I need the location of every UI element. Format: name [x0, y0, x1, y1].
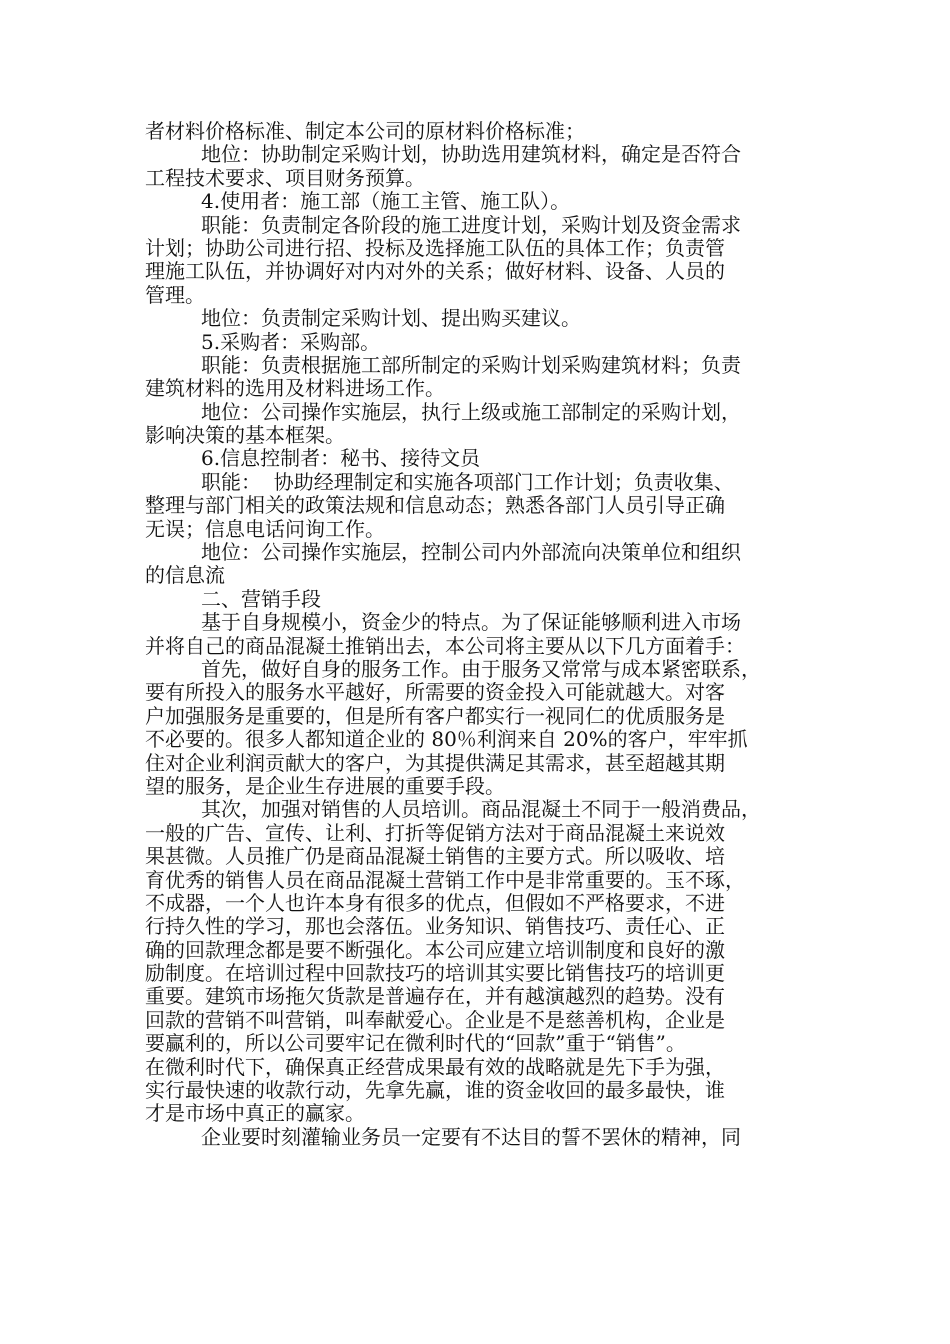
text-line: 工程技术要求、项目财务预算。 — [145, 165, 425, 190]
text-line: 6.信息控制者：秘书、接待文员 — [201, 446, 481, 471]
document-page — [145, 120, 815, 1149]
text-line: 地位：公司操作实施层，控制公司内外部流向决策单位和组织 — [201, 540, 741, 565]
text-line: 才是市场中真正的赢家。 — [145, 1101, 365, 1126]
text-line: 要有所投入的服务水平越好，所需要的资金投入可能就越大。对客 — [145, 680, 725, 705]
text-line: 不必要的。很多人都知道企业的 80％利润来自 20%的客户，牢牢抓 — [145, 727, 748, 752]
text-line: 果甚微。人员推广仍是商品混凝土销售的主要方式。所以吸收、培 — [145, 844, 725, 869]
text-line: 者材料价格标准、制定本公司的原材料价格标准； — [145, 119, 585, 143]
text-line: 职能：负责根据施工部所制定的采购计划采购建筑材料；负责 — [201, 352, 741, 377]
text-line: 职能： 协助经理制定和实施各项部门工作计划；负责收集、 — [201, 469, 734, 494]
text-line: 确的回款理念都是要不断强化。本公司应建立培训制度和良好的激 — [145, 937, 725, 962]
text-line: 不成器，一个人也许本身有很多的优点，但假如不严格要求，不进 — [145, 890, 725, 915]
text-line: 要赢利的，所以公司要牢记在微利时代的“回款”重于“销售”。 — [145, 1031, 686, 1056]
text-line: 基于自身规模小，资金少的特点。为了保证能够顺利进入市场 — [201, 610, 741, 635]
text-line: 励制度。在培训过程中回款技巧的培训其实要比销售技巧的培训更 — [145, 961, 725, 986]
text-line: 地位：公司操作实施层，执行上级或施工部制定的采购计划， — [201, 399, 741, 424]
text-line: 并将自己的商品混凝土推销出去，本公司将主要从以下几方面着手： — [145, 633, 745, 658]
text-line: 企业要时刻灌输业务员一定要有不达目的誓不罢休的精神，同 — [201, 1124, 741, 1149]
text-line: 4.使用者：施工部（施工主管、施工队）。 — [201, 189, 571, 214]
text-line: 回款的营销不叫营销，叫奉献爱心。企业是不是慈善机构，企业是 — [145, 1007, 725, 1032]
text-line: 影响决策的基本框架。 — [145, 423, 345, 448]
text-line: 计划；协助公司进行招、投标及选择施工队伍的具体工作；负责管 — [145, 235, 725, 260]
text-line: 住对企业利润贡献大的客户，为其提供满足其需求，甚至超越其期 — [145, 750, 725, 775]
text-line: 二、营销手段 — [201, 586, 321, 611]
text-line: 在微利时代下，确保真正经营成果最有效的战略就是先下手为强， — [145, 1054, 725, 1079]
text-line: 地位：负责制定采购计划、提出购买建议。 — [201, 306, 581, 331]
text-line: 职能：负责制定各阶段的施工进度计划，采购计划及资金需求 — [201, 212, 741, 237]
text-line: 整理与部门相关的政策法规和信息动态；熟悉各部门人员引导正确 — [145, 493, 725, 518]
text-line: 首先，做好自身的服务工作。由于服务又常常与成本紧密联系， — [201, 656, 761, 681]
text-line: 建筑材料的选用及材料进场工作。 — [145, 376, 445, 401]
text-line: 实行最快速的收款行动，先拿先赢，谁的资金收回的最多最快，谁 — [145, 1078, 725, 1103]
text-line: 无误；信息电话问询工作。 — [145, 516, 385, 541]
text-line: 其次，加强对销售的人员培训。商品混凝土不同于一般消费品， — [201, 797, 761, 822]
text-line: 5.采购者：采购部。 — [201, 329, 381, 354]
text-line: 的信息流 — [145, 563, 225, 588]
text-line: 理施工队伍，并协调好对内对外的关系；做好材料、设备、人员的 — [145, 259, 725, 284]
text-line: 育优秀的销售人员在商品混凝土营销工作中是非常重要的。玉不琢， — [145, 867, 745, 892]
text-line: 地位：协助制定采购计划，协助选用建筑材料，确定是否符合 — [201, 142, 741, 167]
text-line: 管理。 — [145, 282, 205, 307]
text-line: 行持久性的学习，那也会落伍。业务知识、销售技巧、责任心、正 — [145, 914, 725, 939]
text-line: 重要。建筑市场拖欠货款是普遍存在，并有越演越烈的趋势。没有 — [145, 984, 725, 1009]
text-line: 户加强服务是重要的，但是所有客户都实行一视同仁的优质服务是 — [145, 703, 725, 728]
text-line: 望的服务，是企业生存进展的重要手段。 — [145, 773, 505, 798]
text-line: 一般的广告、宣传、让利、打折等促销方法对于商品混凝土来说效 — [145, 820, 725, 845]
